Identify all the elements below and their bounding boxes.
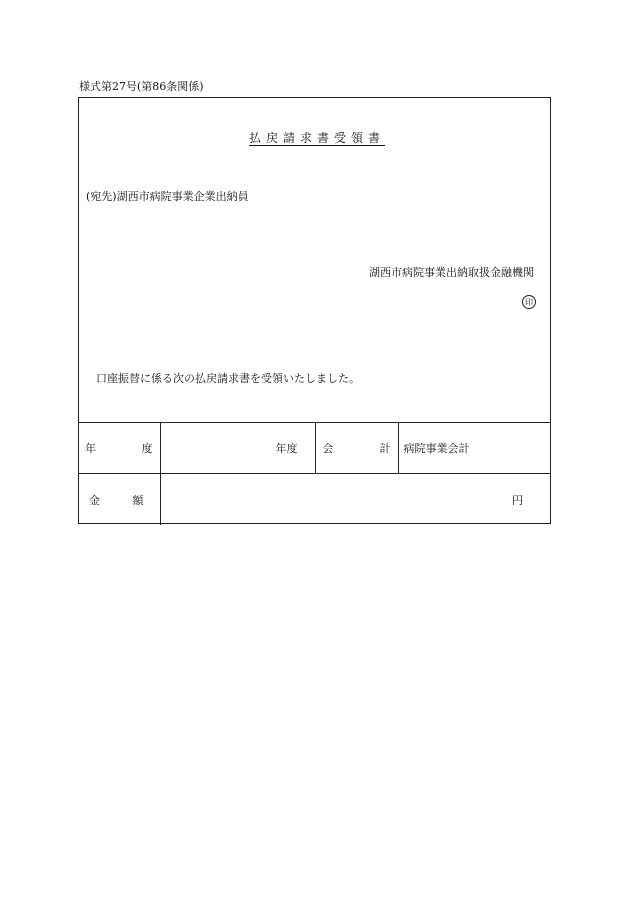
account-label <box>315 423 398 474</box>
fiscal-year-label <box>78 423 160 474</box>
amount-row <box>78 474 551 526</box>
amount-label-char-2: 額 <box>132 493 144 507</box>
addressee: (宛先)湖西市病院事業企業出納員 <box>86 190 249 203</box>
document-title-text: 払戻請求書受領書 <box>248 131 385 145</box>
amount-label <box>78 474 160 526</box>
account-label-char-2: 計 <box>379 442 391 455</box>
account-value: 病院事業会計 <box>398 423 551 474</box>
detail-table <box>78 422 551 525</box>
amount-label-char-1: 金 <box>89 493 100 507</box>
receipt-form <box>78 97 551 524</box>
fiscal-year-row <box>78 423 551 474</box>
fiscal-year-label-char-2: 度 <box>141 442 153 455</box>
form-number: 様式第27号(第86条関係) <box>79 80 204 93</box>
financial-institution: 湖西市病院事業出納取扱金融機関 <box>369 266 534 279</box>
amount-value: 円 <box>160 474 551 526</box>
seal-mark: 印 <box>522 295 536 309</box>
account-label-char-1: 会 <box>322 442 334 455</box>
document-title <box>79 130 550 146</box>
receipt-statement: 口座振替に係る次の払戻請求書を受領いたしました。 <box>96 372 360 385</box>
fiscal-year-label-char-1: 年 <box>85 442 96 455</box>
fiscal-year-value: 年度 <box>160 423 315 474</box>
